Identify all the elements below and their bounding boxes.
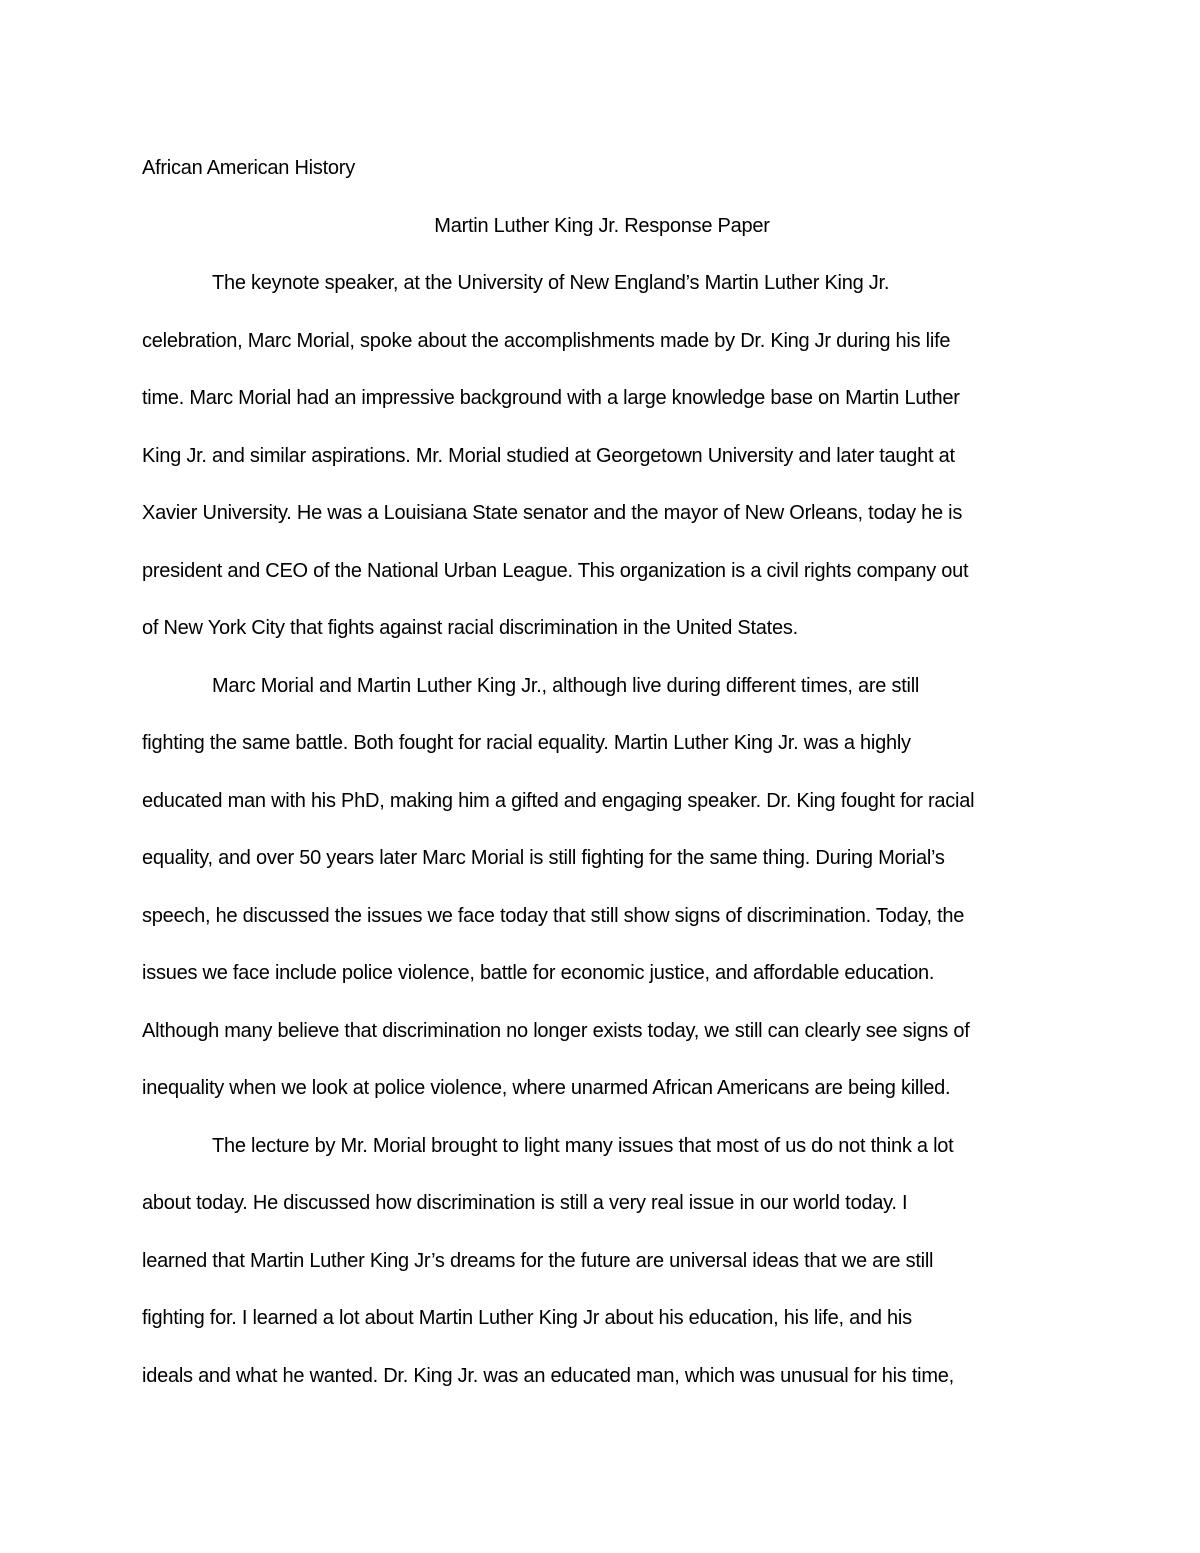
paragraph-line: Xavier University. He was a Louisiana State senator and the mayor of New Orleans, today he is (142, 502, 963, 524)
paragraph-line: fighting for. I learned a lot about Martin Luther King Jr about his education, his life, and his (142, 1307, 912, 1329)
paragraph-line: celebration, Marc Morial, spoke about the accomplishments made by Dr. King Jr during his life (142, 329, 951, 352)
paragraph-line: ideals and what he wanted. Dr. King Jr. was an educated man, which was unusual for his time, (142, 1364, 954, 1387)
paragraph-1 (142, 255, 1062, 658)
document-body (142, 140, 1062, 1405)
paragraph-line: learned that Martin Luther King Jr’s dreams for the future are universal ideas that we are still (142, 1249, 934, 1272)
paragraph-line: of New York City that fights against racial discrimination in the United States. (142, 617, 798, 639)
paragraph-line: Although many believe that discrimination no longer exists today, we still can clearly see signs of (142, 1019, 970, 1042)
paragraph-line: fighting the same battle. Both fought for racial equality. Martin Luther King Jr. was a highly (142, 732, 911, 754)
paragraph-line: The lecture by Mr. Morial brought to light many issues that most of us do not think a lot (212, 1134, 954, 1157)
paragraph-line: Marc Morial and Martin Luther King Jr., although live during different times, are still (212, 674, 920, 697)
paper-title: Martin Luther King Jr. Response Paper (434, 214, 770, 237)
paragraph-line: president and CEO of the National Urban League. This organization is a civil rights company out (142, 559, 969, 582)
paragraph-line: issues we face include police violence, battle for economic justice, and affordable education. (142, 962, 935, 984)
paragraph-line: time. Marc Morial had an impressive background with a large knowledge base on Martin Luther (142, 387, 960, 409)
paragraph-line: equality, and over 50 years later Marc Morial is still fighting for the same thing. During Morial’s (142, 847, 945, 869)
course-name: African American History (142, 157, 355, 179)
paragraph-3 (142, 1118, 1062, 1406)
paragraph-line: The keynote speaker, at the University of New England’s Martin Luther King Jr. (212, 272, 890, 294)
paragraph-line: King Jr. and similar aspirations. Mr. Morial studied at Georgetown University and later taught at (142, 444, 955, 467)
paragraph-line: about today. He discussed how discrimination is still a very real issue in our world today. I (142, 1192, 908, 1214)
paragraph-line: inequality when we look at police violence, where unarmed African Americans are being killed. (142, 1077, 951, 1099)
paragraph-line: speech, he discussed the issues we face today that still show signs of discrimination. Today, the (142, 904, 965, 927)
paragraph-line: educated man with his PhD, making him a gifted and engaging speaker. Dr. King fought for racial (142, 789, 975, 812)
paragraph-2 (142, 658, 1062, 1118)
